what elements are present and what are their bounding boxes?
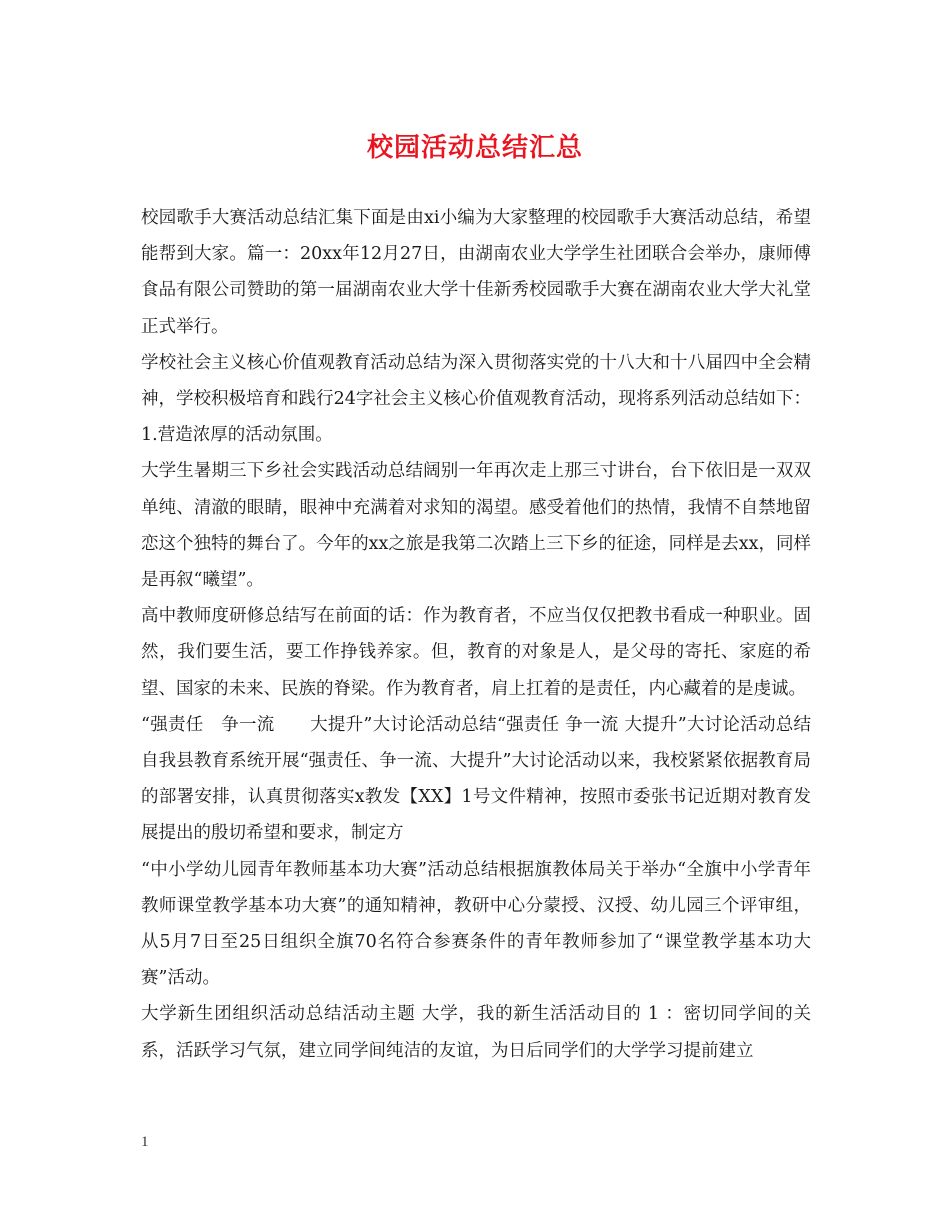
paragraph: 大学新生团组织活动总结活动主题 大学，我的新生活活动目的 1 ：密切同学间的关系，活跃学习气氛，建立同学间纯洁的友谊，为日后同学们的大学学习提前建立 — [141, 1004, 811, 1061]
page-number: 1 — [141, 1134, 149, 1150]
paragraph: 高中教师度研修总结写在前面的话：作为教育者，不应当仅仅把教书看成一种职业。固然，我们要生活，要工作挣钱养家。但，教育的对象是人，是父母的寄托、家庭的希望、国家的未来、民族的脊梁。作为教育者，肩上扛着的是责任，内心藏着的是虔诚。 — [141, 606, 811, 699]
paragraph: “中小学幼儿园青年教师基本功大赛”活动总结根据旗教体局关于举办“全旗中小学青年教师课堂教学基本功大赛”的通知精神，教研中心分蒙授、汉授、幼儿园三个评审组，从5月7日至25日组织全旗70名符合参赛条件的青年教师参加了“课堂教学基本功大赛”活动。 — [141, 859, 811, 989]
document-body — [141, 200, 811, 1069]
paragraph: 学校社会主义核心价值观教育活动总结为深入贯彻落实党的十八大和十八届四中全会精神，学校积极培育和践行24字社会主义核心价值观教育活动，现将系列活动总结如下：1.营造浓厚的活动氛围。 — [141, 352, 811, 446]
paragraph: 大学生暑期三下乡社会实践活动总结阔别一年再次走上那三寸讲台，台下依旧是一双双单纯、清澈的眼睛，眼神中充满着对求知的渴望。感受着他们的热情，我情不自禁地留恋这个独特的舞台了。今年的xx之旅是我第二次踏上三下乡的征途，同样是去xx，同样是再叙“曦望”。 — [141, 461, 811, 591]
paragraph: “强责任 争一流 大提升”大讨论活动总结“强责任 争一流 大提升”大讨论活动总结自我县教育系统开展“强责任、争一流、大提升”大讨论活动以来，我校紧紧依据教育局的部署安排，认真贯彻落实x教发【XX】1号文件精神，按照市委张书记近期对教育发展提出的殷切希望和要求，制定方 — [141, 714, 811, 844]
paragraph: 校园歌手大赛活动总结汇集下面是由xi小编为大家整理的校园歌手大赛活动总结，希望能帮到大家。篇一：20xx年12月27日，由湖南农业大学学生社团联合会举办，康师傅食品有限公司赞助的第一届湖南农业大学十佳新秀校园歌手大赛在湖南农业大学大礼堂正式举行。 — [141, 208, 811, 337]
document-title: 校园活动总结汇总 — [366, 133, 583, 163]
